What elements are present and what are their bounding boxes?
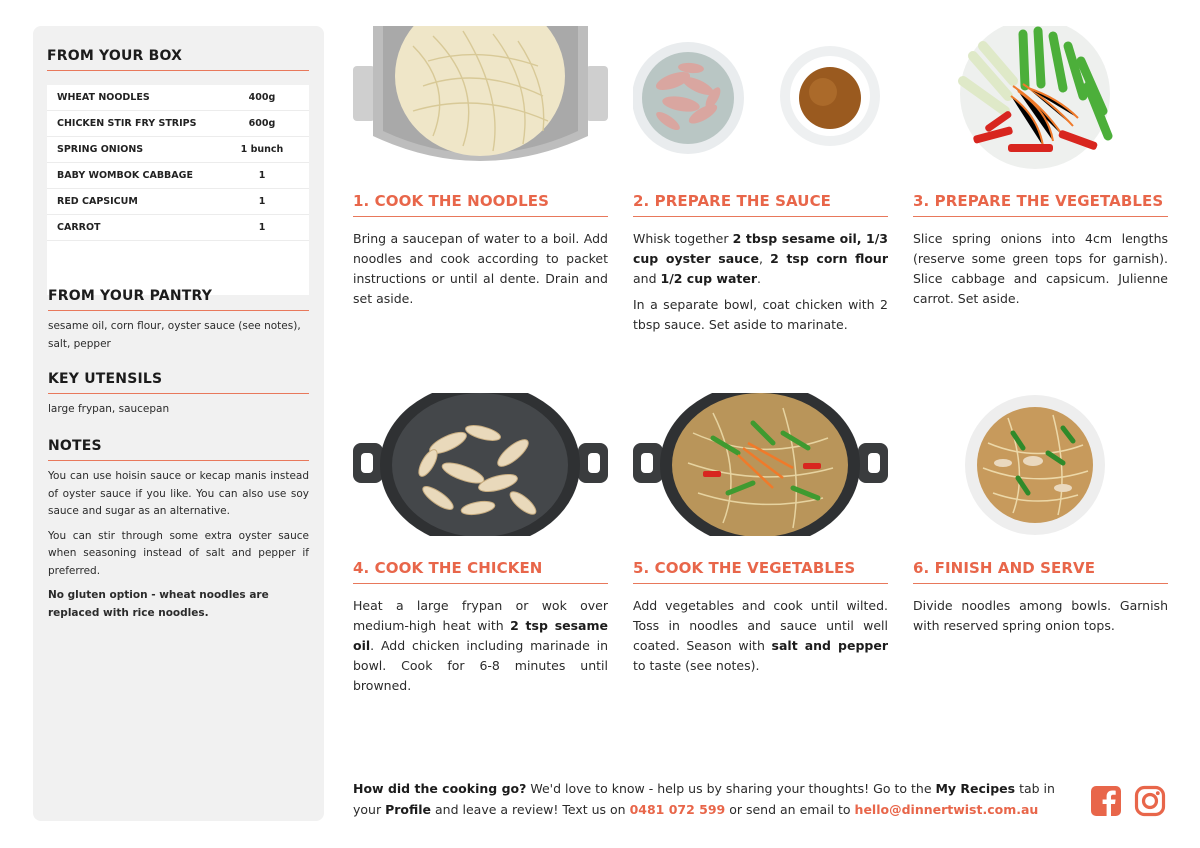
pantry-text: sesame oil, corn flour, oyster sauce (see notes), salt, pepper <box>48 320 301 350</box>
ingredient-qty: 1 <box>258 196 266 207</box>
phone-number-link[interactable]: 0481 072 599 <box>629 802 726 817</box>
text: . Add chicken including marinade in bowl. Cook for 6-8 minutes until browned. <box>353 638 608 693</box>
pantry-heading: FROM YOUR PANTRY <box>48 288 309 311</box>
email-link[interactable]: hello@dinnertwist.com.au <box>854 802 1039 817</box>
text: , <box>758 251 771 266</box>
feedback-footer <box>353 778 1073 820</box>
utensils-text: large frypan, saucepan <box>48 403 170 415</box>
stir-fry-frypan-photo <box>633 393 888 536</box>
pantry-section <box>48 288 309 353</box>
text: Heat a large frypan or wok over medium-high heat with <box>353 598 608 633</box>
step-6 <box>913 393 1168 636</box>
step-5-title: 5. COOK THE VEGETABLES <box>633 559 888 584</box>
step-1-title: 1. COOK THE NOODLES <box>353 192 608 217</box>
my-recipes-label: My Recipes <box>935 781 1016 796</box>
notes-section <box>48 438 309 622</box>
step-3 <box>913 26 1168 309</box>
text: Whisk together <box>633 231 733 246</box>
notes-heading: NOTES <box>48 438 309 461</box>
footer-text: and leave a review! Text us on <box>431 802 630 817</box>
bold-amount: salt and pepper <box>771 638 888 653</box>
step-2-paragraph-2: In a separate bowl, coat chicken with 2 tbsp sauce. Set aside to marinate. <box>633 297 888 332</box>
step-5-body <box>633 596 888 676</box>
ingredient-row <box>47 163 309 189</box>
step-5-paragraph <box>633 596 888 676</box>
text: Add vegetables and cook until wilted. Toss in noodles and sauce until well coated. Season with <box>633 598 888 653</box>
profile-label: Profile <box>385 802 432 817</box>
step-2-paragraph <box>633 229 888 289</box>
notes-paragraph: You can stir through some extra oyster sauce when seasoning instead of salt and pepper if preferred. <box>48 529 309 577</box>
notes-paragraph: You can use hoisin sauce or kecap manis instead of oyster sauce if you like. You can also use soy sauce and sugar as an alternative. <box>48 470 309 517</box>
step-1-body <box>353 229 608 309</box>
step-2 <box>633 26 888 335</box>
step-6-text: Divide noodles among bowls. Garnish with reserved spring onion tops. <box>913 598 1168 633</box>
step-4-paragraph <box>353 596 608 696</box>
step-1 <box>353 26 608 309</box>
step-3-title: 3. PREPARE THE VEGETABLES <box>913 192 1168 217</box>
ingredient-name: WHEAT NOODLES <box>57 92 150 103</box>
facebook-icon[interactable] <box>1090 785 1122 817</box>
ingredient-qty: 1 bunch <box>240 144 284 155</box>
ingredients-table <box>47 85 309 295</box>
ingredient-row <box>47 85 309 111</box>
footer-bold-question: How did the cooking go? <box>353 781 527 796</box>
utensils-section <box>48 371 309 419</box>
step-4 <box>353 393 608 696</box>
step-6-body <box>913 596 1168 636</box>
ingredient-row <box>47 189 309 215</box>
vegetables-plate-photo <box>913 26 1168 169</box>
step-5 <box>633 393 888 676</box>
footer-text: or send an email to <box>725 802 855 817</box>
step-3-body <box>913 229 1168 309</box>
bold-amount: 2 tsp sesame oil <box>353 618 608 653</box>
step-2-body <box>633 229 888 335</box>
footer-text: We'd love to know - help us by sharing your thoughts! Go to the <box>526 781 936 796</box>
step-1-text: Bring a saucepan of water to a boil. Add noodles and cook according to packet instructions or until al dente. Drain and set aside. <box>353 231 608 306</box>
bold-amount: 2 tbsp sesame oil, 1/3 cup oyster sauce <box>633 231 889 266</box>
ingredient-qty: 600g <box>248 118 276 129</box>
ingredient-qty: 1 <box>258 222 266 233</box>
bold-amount: 2 tsp corn flour <box>770 251 888 266</box>
ingredient-name: RED CAPSICUM <box>57 196 138 207</box>
sidebar <box>33 26 324 821</box>
ingredient-qty: 1 <box>258 170 266 181</box>
ingredient-row <box>47 111 309 137</box>
step-6-title: 6. FINISH AND SERVE <box>913 559 1168 584</box>
ingredient-name: BABY WOMBOK CABBAGE <box>57 170 193 181</box>
text: and <box>633 271 661 286</box>
ingredient-name: SPRING ONIONS <box>57 144 144 155</box>
utensils-heading: KEY UTENSILS <box>48 371 309 394</box>
served-bowl-photo <box>913 393 1168 536</box>
step-3-text: Slice spring onions into 4cm lengths (reserve some green tops for garnish). Slice cabbage and capsicum. Julienne carrot. Set aside. <box>913 231 1168 306</box>
step-2-title: 2. PREPARE THE SAUCE <box>633 192 888 217</box>
chicken-frypan-photo <box>353 393 608 536</box>
footer-text: tab in your <box>353 781 1055 817</box>
text: . <box>757 271 762 286</box>
ingredient-row <box>47 137 309 163</box>
ingredient-name: CARROT <box>57 222 101 233</box>
chicken-and-sauce-photo <box>633 26 888 169</box>
step-4-title: 4. COOK THE CHICKEN <box>353 559 608 584</box>
ingredient-qty: 400g <box>248 92 276 103</box>
text: to taste (see notes). <box>633 658 760 673</box>
step-4-body <box>353 596 608 696</box>
instagram-icon[interactable] <box>1134 785 1166 817</box>
ingredient-row <box>47 215 309 241</box>
noodles-pot-photo <box>353 26 608 169</box>
bold-amount: 1/2 cup water <box>660 271 758 286</box>
notes-gluten-free: No gluten option - wheat noodles are replaced with rice noodles. <box>48 589 269 619</box>
ingredient-name: CHICKEN STIR FRY STRIPS <box>57 118 197 129</box>
from-your-box-heading: FROM YOUR BOX <box>47 48 309 71</box>
